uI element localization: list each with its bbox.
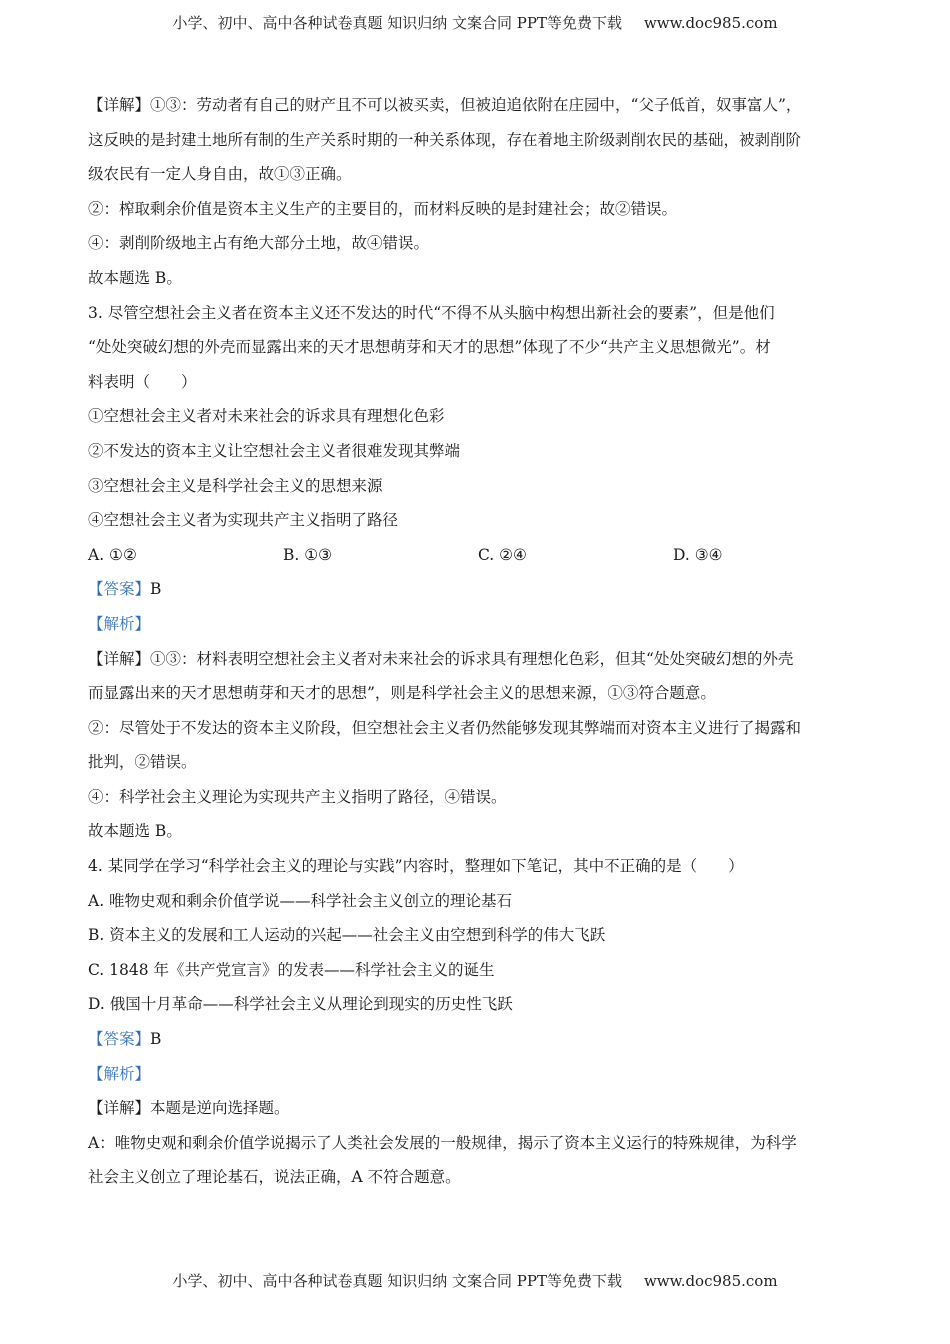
q2-detail-line-3: 级农民有一定人身自由，故①③正确。 [88,165,352,184]
header-url[interactable]: www.doc985.com [643,14,778,32]
q4-answer-tag: 【答案】 [88,1030,151,1049]
q3-analysis-tag: 【解析】 [88,614,151,633]
q3-option-d[interactable]: D. ③④ [673,545,723,564]
q4-analysis-tag: 【解析】 [88,1064,151,1083]
q4-answer [88,1022,868,1057]
footer-url[interactable]: www.doc985.com [643,1272,778,1290]
q3-conclusion: 故本题选 B。 [88,822,182,841]
q3-option-a[interactable]: A. ①② [88,545,137,564]
q3-option-c[interactable]: C. ②④ [478,545,527,564]
q4-option-a[interactable]: A. 唯物史观和剩余价值学说——科学社会主义创立的理论基石 [88,891,513,910]
q3-answer-value: B [150,580,162,599]
q2-detail-tag: 【详解】 [88,96,151,114]
q3-stem-line-3: 料表明（ ） [88,372,197,391]
q3-statement-3: ③空想社会主义是科学社会主义的思想来源 [88,476,383,495]
q4-option-b[interactable]: B. 资本主义的发展和工人运动的兴起——社会主义由空想到科学的伟大飞跃 [88,926,606,945]
q4-stem: 4. 某同学在学习“科学社会主义的理论与实践”内容时，整理如下笔记，其中不正确的是（ ） [88,857,744,876]
q2-detail-line-1: 【详解】①③：劳动者有自己的财产且不可以被买卖，但被迫追依附在庄园中，“父子低首，奴事富人”， [88,96,802,114]
q3-detail-line-5: ④：科学社会主义理论为实现共产主义指明了路径，④错误。 [88,787,507,806]
q4-option-d[interactable]: D. 俄国十月革命——科学社会主义从理论到现实的历史性飞跃 [88,995,513,1014]
q3-detail-line-2: 而显露出来的天才思想萌芽和天才的思想”，则是科学社会主义的思想来源，①③符合题意。 [88,684,716,703]
header-text: 小学、初中、高中各种试卷真题 知识归纳 文案合同 PPT等免费下载 [172,14,622,32]
q3-detail-line-3: ②：尽管处于不发达的资本主义阶段，但空想社会主义者仍然能够发现其弊端而对资本主义进行了揭露和 [88,718,802,737]
q4-detail-line-1: 【详解】本题是逆向选择题。 [88,1099,290,1118]
q4-detail-line-2: A：唯物史观和剩余价值学说揭示了人类社会发展的一般规律，揭示了资本主义运行的特殊规律，为科学 [88,1133,797,1152]
q4-analysis [88,1057,868,1092]
q3-analysis [88,607,868,642]
q3-detail-line-1: 【详解】①③：材料表明空想社会主义者对未来社会的诉求具有理想化色彩，但其“处处突破幻想的外壳 [88,649,794,668]
q4-detail-line-3: 社会主义创立了理论基石，说法正确，A 不符合题意。 [88,1168,461,1187]
q3-detail-tag: 【详解】 [88,649,151,668]
footer-text: 小学、初中、高中各种试卷真题 知识归纳 文案合同 PPT等免费下载 [172,1272,622,1290]
q2-detail-line-4: ②：榨取剩余价值是资本主义生产的主要目的，而材料反映的是封建社会；故②错误。 [88,199,678,218]
q4-detail-tag: 【详解】 [88,1099,151,1118]
q4-answer-value: B [150,1030,162,1049]
q4-option-c[interactable]: C. 1848 年《共产党宣言》的发表——科学社会主义的诞生 [88,960,495,979]
q2-detail-line-5: ④：剥削阶级地主占有绝大部分土地，故④错误。 [88,234,430,253]
q2-detail-line-2: 这反映的是封建土地所有制的生产关系时期的一种关系体现，存在着地主阶级剥削农民的基础，被剥削阶 [88,130,802,149]
q3-options [88,538,868,573]
q3-statement-1: ①空想社会主义者对未来社会的诉求具有理想化色彩 [88,407,445,426]
q3-option-b[interactable]: B. ①③ [283,545,333,564]
page-header [0,12,950,33]
q3-detail-line-4: 批判，②错误。 [88,753,197,772]
q3-stem-line-1: 3. 尽管空想社会主义者在资本主义还不发达的时代“不得不从头脑中构想出新社会的要素”，但是他们 [88,303,775,322]
page-footer [0,1270,950,1291]
q3-stem-line-2: “处处突破幻想的外壳而显露出来的天才思想萌芽和天才的思想”体现了不少“共产主义思想微光”。材 [88,338,771,357]
q3-answer-tag: 【答案】 [88,580,151,599]
q3-statement-4: ④空想社会主义者为实现共产主义指明了路径 [88,511,399,530]
q2-conclusion: 故本题选 B。 [88,268,182,287]
q3-answer [88,572,868,607]
q3-statement-2: ②不发达的资本主义让空想社会主义者很难发现其弊端 [88,441,461,460]
document-body [88,88,868,1195]
